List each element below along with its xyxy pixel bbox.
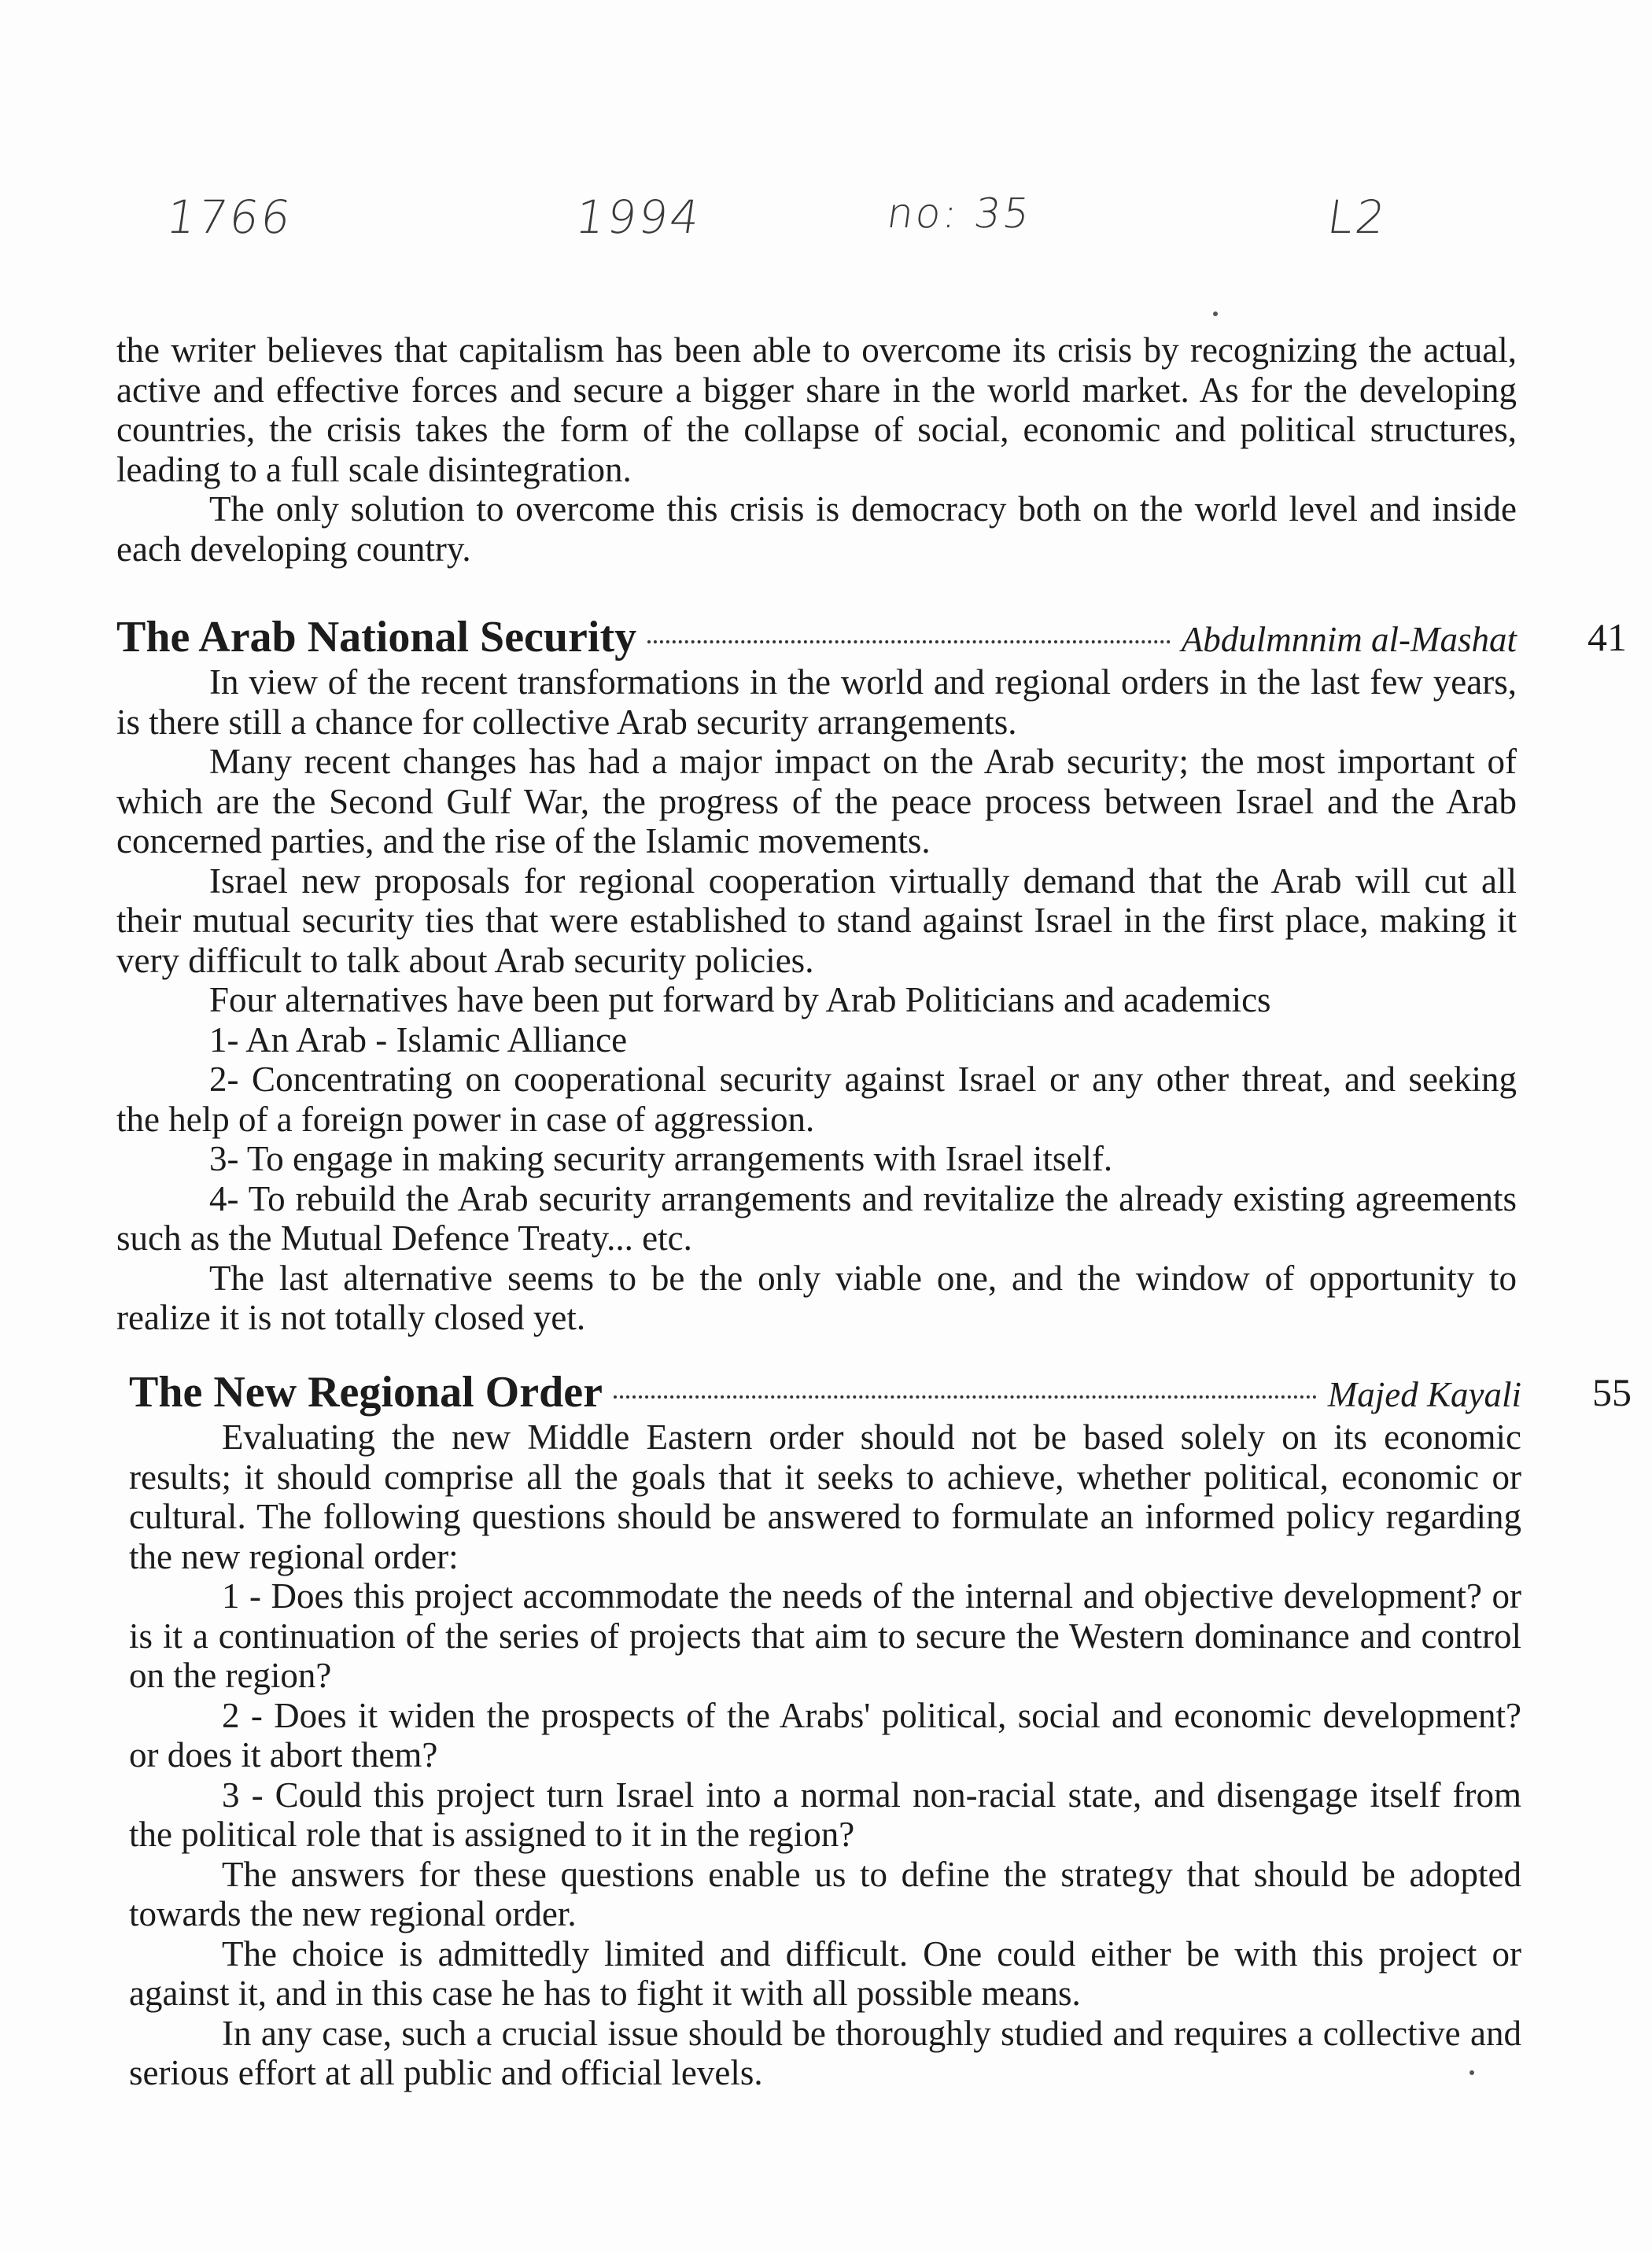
- article-paragraph: The choice is admittedly limited and difficult. One could either be with this project or against it, and in this case he has to fight it with all possible means.: [129, 1933, 1521, 2013]
- article-paragraph: In view of the recent transformations in the world and regional orders in the last few years, is there still a chance for collective Arab security arrangements.: [116, 662, 1517, 742]
- article-paragraph: The last alternative seems to be the only viable one, and the window of opportunity to realize it is not totally closed yet.: [116, 1258, 1517, 1337]
- article-author: Majed Kayali: [1327, 1375, 1521, 1414]
- article-body: [116, 662, 1517, 1338]
- list-item: 1- An Arab - Islamic Alliance: [209, 1019, 628, 1060]
- article-paragraph: Israel new proposals for regional cooperation virtually demand that the Arab will cut all their mutual security ties that were established to stand against Israel in the first place, making it very difficult to talk about Arab security policies.: [116, 861, 1517, 980]
- handwritten-ref-number: 1766: [163, 190, 297, 244]
- list-item: 3- To engage in making security arrangements with Israel itself.: [209, 1139, 1113, 1178]
- paper-speck: [1213, 311, 1218, 316]
- article-page-number: 55: [1592, 1370, 1632, 1414]
- article-paragraph: Four alternatives have been put forward by Arab Politicians and academics: [209, 980, 1271, 1019]
- list-item: 3 - Could this project turn Israel into a normal non-racial state, and disengage itself from the political role that is assigned to it in the region?: [129, 1775, 1521, 1854]
- handwritten-initials: L2: [1324, 190, 1391, 244]
- intro-text: [116, 330, 1517, 569]
- article-section-new-regional-order: [129, 1367, 1632, 2093]
- article-paragraph: In any case, such a crucial issue should be thoroughly studied and requires a collective and serious effort at all public and official levels.: [129, 2013, 1521, 2092]
- article-body: [129, 1417, 1521, 2093]
- article-heading: [116, 612, 1627, 662]
- list-item: 2 - Does it widen the prospects of the Arabs' political, social and economic development? or does it abort them?: [129, 1695, 1521, 1775]
- article-paragraph: Evaluating the new Middle Eastern order should not be based solely on its economic results; it should comprise all the goals that it seeks to achieve, whether political, economic or cultural. The following questions should be answered to formulate an informed policy regarding the new regional order:: [129, 1417, 1521, 1576]
- article-author: Abdulmnnim al-Mashat: [1181, 620, 1517, 659]
- list-item: 2- Concentrating on cooperational security against Israel or any other threat, and seeking the help of a foreign power in case of aggression.: [116, 1060, 1517, 1139]
- article-paragraph: The answers for these questions enable us to define the strategy that should be adopted towards the new regional order.: [129, 1854, 1521, 1933]
- intro-paragraph: the writer believes that capitalism has been able to overcome its crisis by recognizing the actual, active and effective forces and secure a bigger share in the world market. As for the developing countries, the crisis takes the form of the collapse of social, economic and political structures, leading to a full scale disintegration.: [116, 330, 1517, 489]
- list-item: 4- To rebuild the Arab security arrangements and revitalize the already existing agreements such as the Mutual Defence Treaty... etc.: [116, 1178, 1517, 1258]
- list-item: 1 - Does this project accommodate the needs of the internal and objective development? or is it a continuation of the series of projects that aim to secure the Western dominance and control on the region?: [129, 1576, 1521, 1695]
- handwritten-year: 1994: [572, 190, 706, 244]
- intro-paragraph: The only solution to overcome this crisis is democracy both on the world level and inside each developing country.: [116, 489, 1517, 569]
- dot-leader: [614, 1395, 1317, 1399]
- handwritten-issue: no: 35: [883, 190, 1035, 238]
- article-page-number: 41: [1587, 615, 1627, 659]
- article-title: The New Regional Order: [129, 1368, 603, 1417]
- dot-leader: [647, 639, 1171, 643]
- article-heading: [129, 1367, 1632, 1417]
- article-paragraph: Many recent changes has had a major impact on the Arab security; the most important of which are the Second Gulf War, the progress of the peace process between Israel and the Arab concerned parties, and the rise of the Islamic movements.: [116, 742, 1517, 861]
- article-section-arab-national-security: [116, 612, 1627, 1338]
- article-title: The Arab National Security: [116, 613, 637, 662]
